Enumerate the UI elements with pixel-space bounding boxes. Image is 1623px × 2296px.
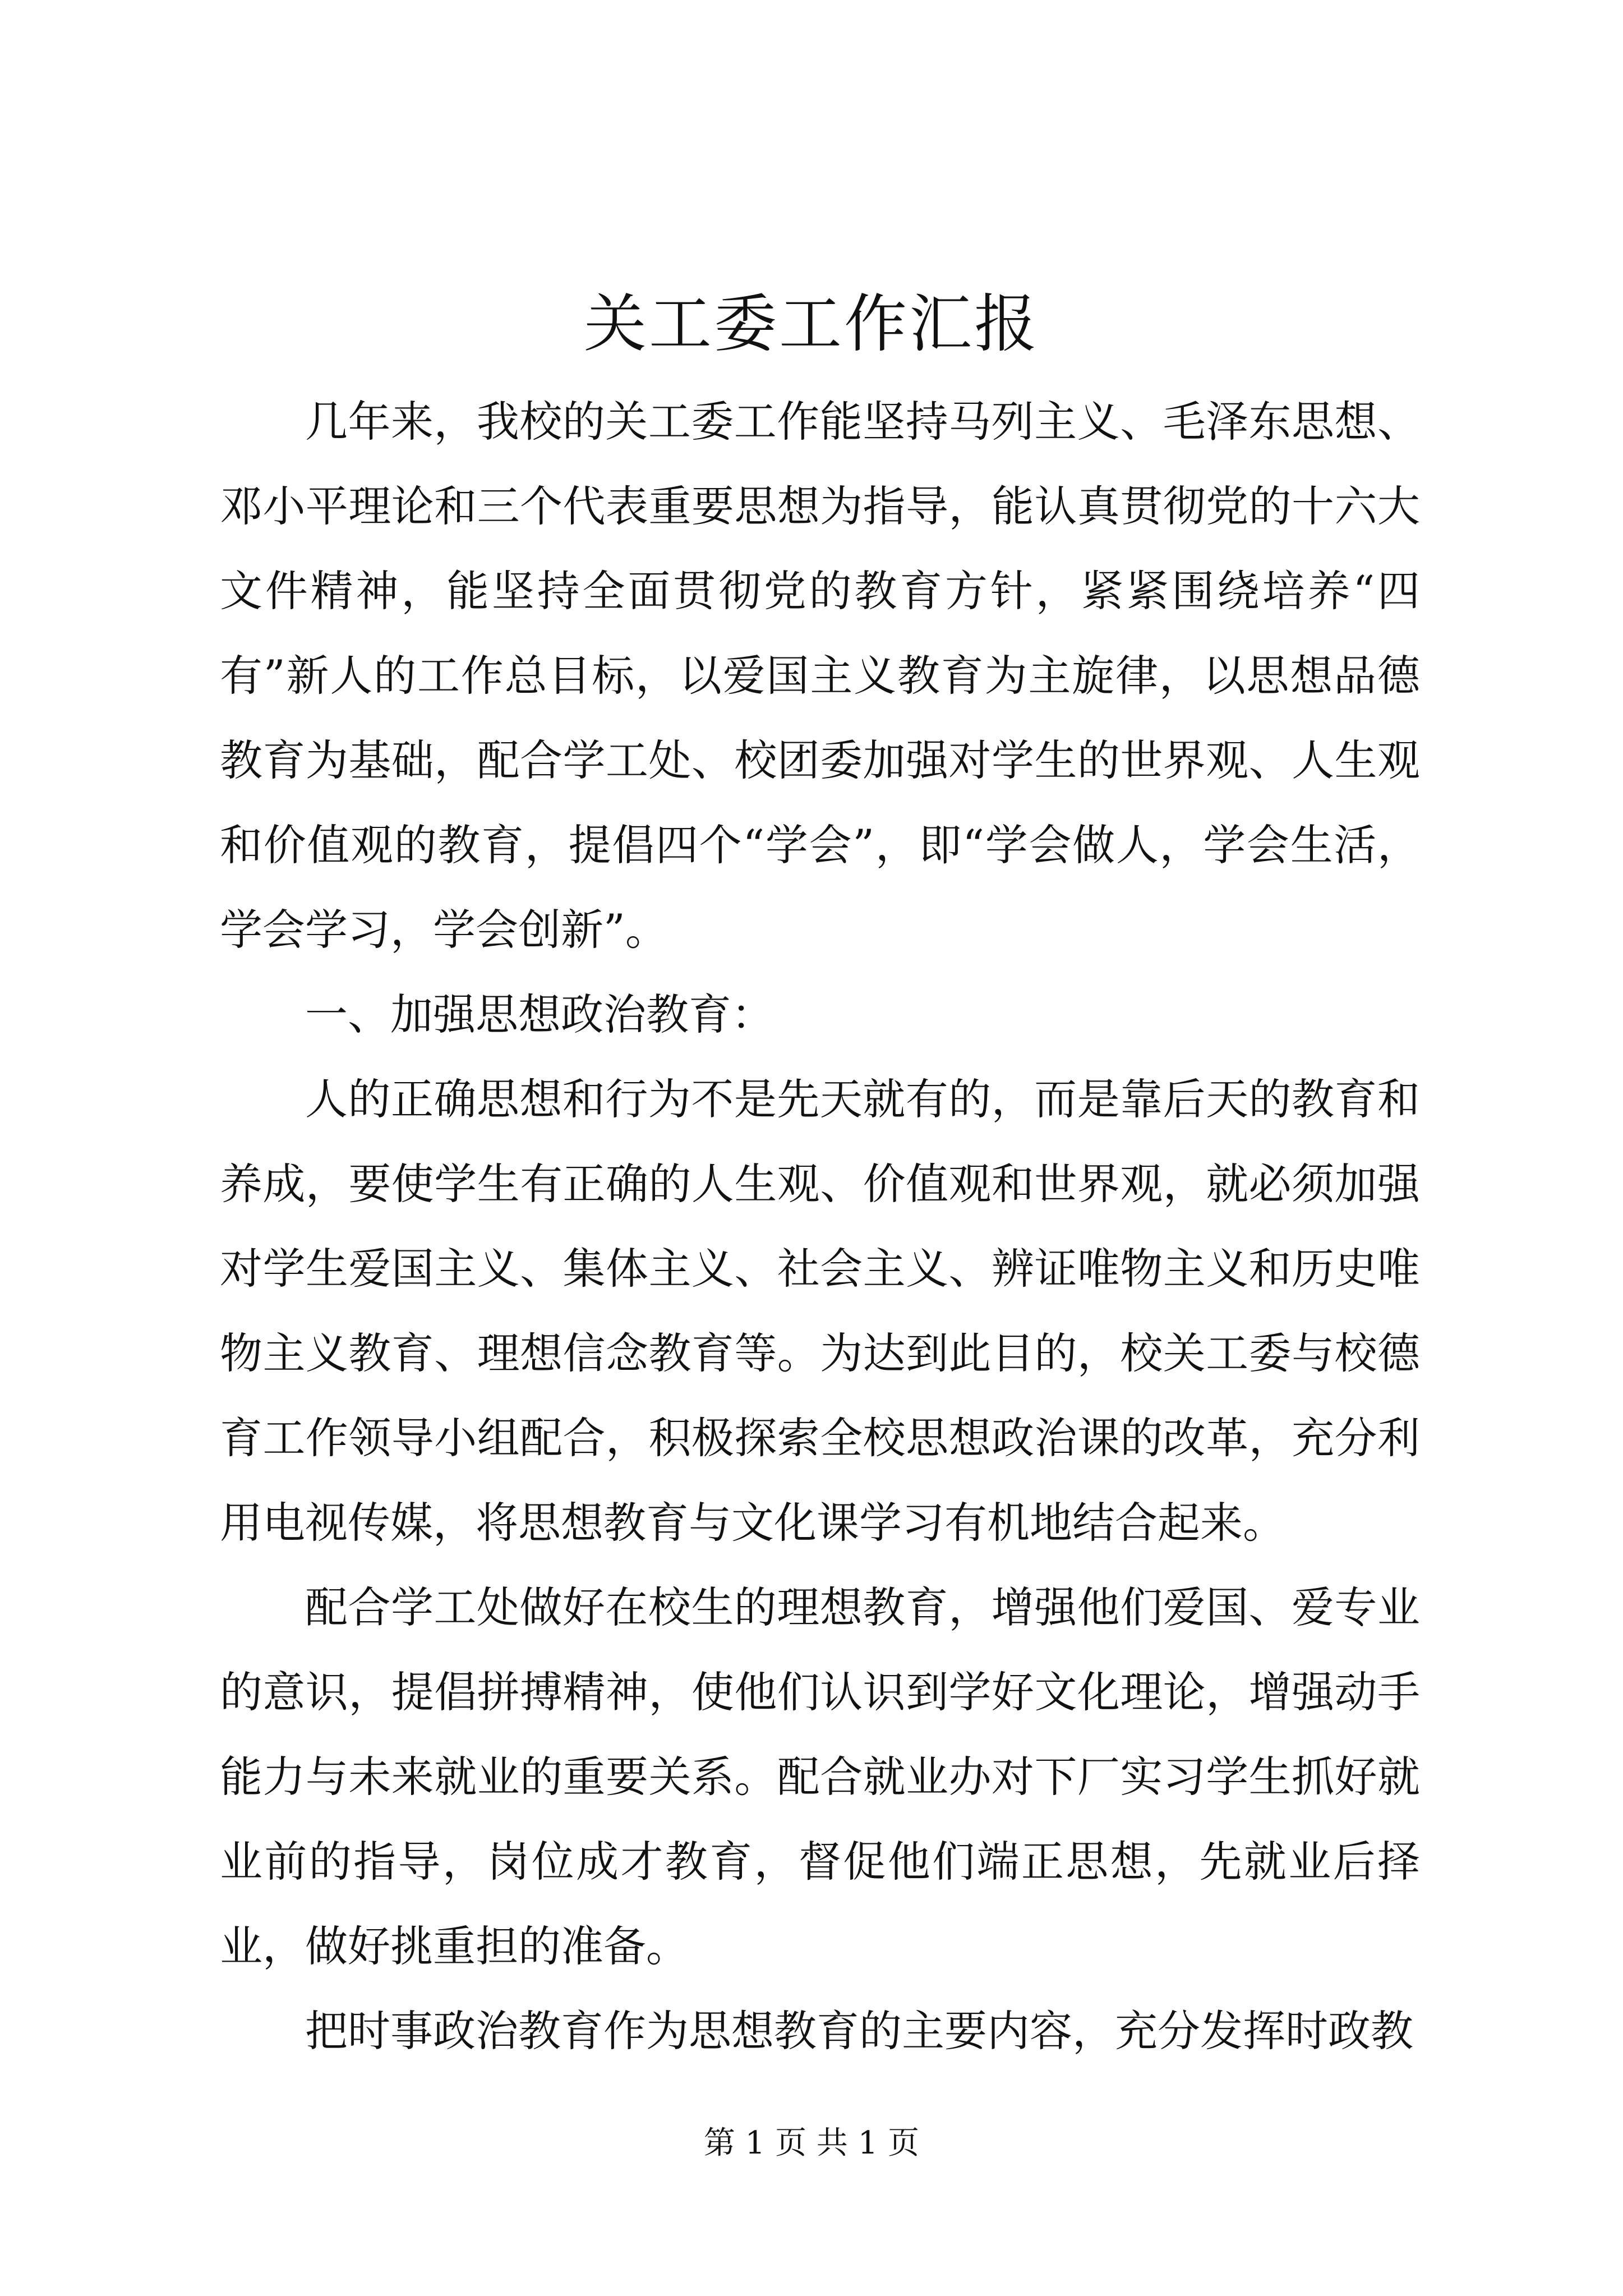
- paragraph-student-guidance: 配合学工处做好在校生的理想教育，增强他们爱国、爱专业的意识，提倡拼搏精神，使他们认识到学好文化理论，增强动手能力与未来就业的重要关系。配合就业办对下厂实习学生抓好就业前的指导，岗位成才教育，督促他们端正思想，先就业后择业，做好挑重担的准备。: [220, 1582, 1420, 1971]
- paragraph-intro: 几年来，我校的关工委工作能坚持马列主义、毛泽东思想、邓小平理论和三个代表重要思想为指导，能认真贯彻党的十六大文件精神，能坚持全面贯彻党的教育方针，紧紧围绕培养“四有”新人的工作总目标，以爱国主义教育为主旋律，以思想品德教育为基础，配合学工处、校团委加强对学生的世界观、人生观和价值观的教育，提倡四个“学会”，即“学会做人，学会生活，学会学习，学会创新”。: [220, 397, 1420, 955]
- section-heading-1: 一、加强思想政治教育：: [305, 990, 774, 1039]
- page-footer: 第 1 页 共 1 页: [703, 2125, 920, 2161]
- paragraph-ideology: 人的正确思想和行为不是先天就有的，而是靠后天的教育和养成，要使学生有正确的人生观、价值观和世界观，就必须加强对学生爱国主义、集体主义、社会主义、辨证唯物主义和历史唯物主义教育、理想信念教育等。为达到此目的，校关工委与校德育工作领导小组配合，积极探索全校思想政治课的改革，充分利用电视传媒，将思想教育与文化课学习有机地结合起来。: [220, 1074, 1420, 1548]
- paragraph-current-affairs: 把时事政治教育作为思想教育的主要内容，充分发挥时政教: [305, 2006, 1413, 2056]
- document-body: [220, 379, 1420, 2073]
- document-title: 关工委工作汇报: [584, 288, 1039, 361]
